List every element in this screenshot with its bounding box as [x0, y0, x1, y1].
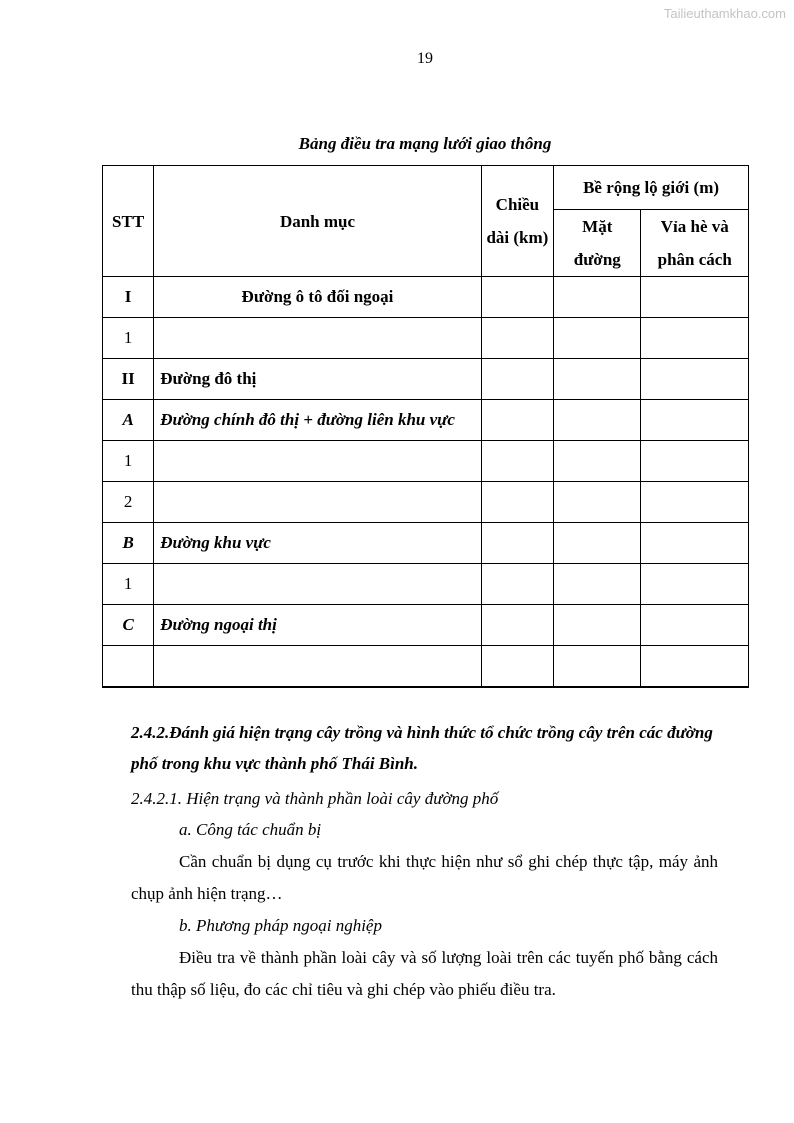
- cell-road-surface: [554, 277, 641, 318]
- cell-sidewalk: [641, 523, 749, 564]
- row-name: [154, 318, 482, 359]
- row-name: Đường chính đô thị + đường liên khu vực: [154, 400, 482, 441]
- row-stt: A: [103, 400, 154, 441]
- header-stt: STT: [103, 166, 154, 277]
- survey-table: [102, 165, 749, 688]
- cell-road-surface: [554, 318, 641, 359]
- cell-sidewalk: [641, 441, 749, 482]
- cell-road-surface: [554, 605, 641, 646]
- cell-road-surface: [554, 523, 641, 564]
- table-row: [103, 441, 749, 482]
- table-row: [103, 359, 749, 400]
- cell-road-surface: [554, 359, 641, 400]
- cell-length: [481, 359, 553, 400]
- row-name: [154, 482, 482, 523]
- row-stt: C: [103, 605, 154, 646]
- cell-length: [481, 482, 553, 523]
- paragraph-a: Cần chuẩn bị dụng cụ trước khi thực hiện như sổ ghi chép thực tập, máy ảnh chụp ảnh hiện trạng…: [131, 852, 718, 903]
- item-b-heading: b. Phương pháp ngoại nghiệp: [179, 916, 382, 935]
- header-row-top: [103, 166, 749, 210]
- table-row: [103, 646, 749, 688]
- cell-length: [481, 523, 553, 564]
- cell-sidewalk: [641, 564, 749, 605]
- row-stt: 1: [103, 318, 154, 359]
- header-sidewalk: Vỉa hè và phân cách: [641, 210, 749, 277]
- cell-length: [481, 646, 553, 688]
- row-name: Đường ngoại thị: [154, 605, 482, 646]
- cell-length: [481, 277, 553, 318]
- cell-road-surface: [554, 441, 641, 482]
- table-caption: Bảng điều tra mạng lưới giao thông: [298, 134, 552, 153]
- cell-road-surface: [554, 482, 641, 523]
- header-length: Chiều dài (km): [481, 166, 553, 277]
- header-width-group: Bề rộng lộ giới (m): [554, 166, 749, 210]
- row-stt: 1: [103, 564, 154, 605]
- table-row: [103, 400, 749, 441]
- cell-road-surface: [554, 646, 641, 688]
- table-row: [103, 564, 749, 605]
- cell-sidewalk: [641, 605, 749, 646]
- table-row: [103, 318, 749, 359]
- cell-length: [481, 400, 553, 441]
- row-name: Đường ô tô đối ngoại: [154, 277, 482, 318]
- cell-length: [481, 441, 553, 482]
- cell-sidewalk: [641, 359, 749, 400]
- table-row: [103, 277, 749, 318]
- cell-sidewalk: [641, 277, 749, 318]
- row-name: [154, 564, 482, 605]
- table-row: [103, 482, 749, 523]
- watermark: Tailieuthamkhao.com: [663, 6, 786, 21]
- section-heading: 2.4.2.Đánh giá hiện trạng cây trồng và hình thức tổ chức trồng cây trên các đường phố trong khu vực thành phố Thái Bình.: [131, 723, 713, 773]
- table-row: [103, 523, 749, 564]
- row-name: Đường khu vực: [154, 523, 482, 564]
- subsection-heading: 2.4.2.1. Hiện trạng và thành phần loài cây đường phố: [131, 789, 499, 808]
- cell-sidewalk: [641, 482, 749, 523]
- item-a-heading: a. Công tác chuẩn bị: [179, 820, 322, 839]
- header-road-surface: Mặt đường: [554, 210, 641, 277]
- cell-length: [481, 605, 553, 646]
- row-stt: B: [103, 523, 154, 564]
- cell-sidewalk: [641, 318, 749, 359]
- paragraph-b: Điều tra về thành phần loài cây và số lượng loài trên các tuyến phố bằng cách thu thập số liệu, đo các chỉ tiêu và ghi chép vào phiếu điều tra.: [131, 948, 718, 999]
- cell-sidewalk: [641, 646, 749, 688]
- cell-road-surface: [554, 564, 641, 605]
- cell-road-surface: [554, 400, 641, 441]
- page-number: 19: [417, 50, 433, 67]
- row-name: [154, 646, 482, 688]
- cell-length: [481, 318, 553, 359]
- row-name: Đường đô thị: [154, 359, 482, 400]
- row-stt: I: [103, 277, 154, 318]
- row-stt: 1: [103, 441, 154, 482]
- header-category: Danh mục: [154, 166, 482, 277]
- row-stt: [103, 646, 154, 688]
- cell-sidewalk: [641, 400, 749, 441]
- row-name: [154, 441, 482, 482]
- cell-length: [481, 564, 553, 605]
- row-stt: II: [103, 359, 154, 400]
- row-stt: 2: [103, 482, 154, 523]
- table-row: [103, 605, 749, 646]
